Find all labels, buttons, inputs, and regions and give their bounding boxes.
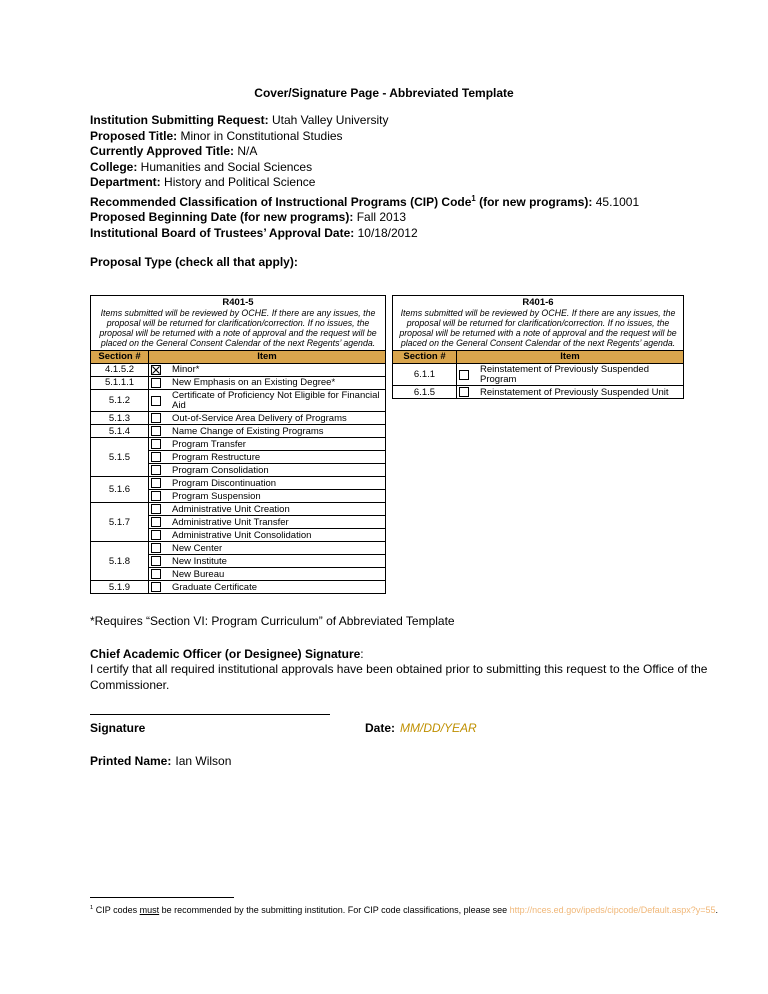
footnote-separator	[90, 897, 234, 898]
checkbox[interactable]	[151, 582, 161, 592]
requires-note: *Requires “Section VI: Program Curriculum” of Abbreviated Template	[90, 614, 455, 629]
section-column-header: Section #	[393, 350, 457, 364]
table-row	[393, 386, 684, 399]
checkbox[interactable]	[151, 426, 161, 436]
item-label: Reinstatement of Previously Suspended Program	[480, 364, 649, 385]
item-label: New Bureau	[172, 568, 225, 580]
item-cell	[149, 529, 386, 542]
page-content	[0, 113, 768, 769]
field-label: Recommended Classification of Instructional Programs (CIP) Code	[90, 194, 472, 209]
footnote-underlined-word: must	[139, 905, 160, 915]
date-label: Date:	[365, 721, 396, 736]
table-note-row	[91, 295, 386, 350]
table-row	[393, 364, 684, 386]
field-line	[90, 226, 741, 242]
table-row	[91, 412, 386, 425]
checkbox[interactable]	[151, 439, 161, 449]
field-label: Institutional Board of Trustees’ Approval Date:	[90, 225, 355, 240]
item-cell	[149, 490, 386, 503]
checkbox[interactable]	[151, 396, 161, 406]
section-number-cell: 5.1.2	[91, 390, 149, 412]
section-column-header: Section #	[91, 350, 149, 364]
date-placeholder: MM/DD/YEAR	[400, 721, 477, 736]
field-value: 45.1001	[592, 194, 640, 209]
item-cell	[149, 477, 386, 490]
field-line	[90, 210, 741, 226]
item-label: Reinstatement of Previously Suspended Unit	[480, 386, 669, 398]
cao-signature-heading	[90, 647, 741, 663]
item-label: Program Restructure	[172, 451, 261, 463]
r401-6-table	[392, 295, 684, 400]
item-cell	[149, 377, 386, 390]
checkbox[interactable]	[151, 569, 161, 579]
checkbox[interactable]	[151, 452, 161, 462]
table-code: R401-5	[222, 296, 254, 308]
item-label: Minor*	[172, 364, 200, 376]
table-note-text: Items submitted will be reviewed by OCHE. If there are any issues, the proposal will be returned for clarification/correction. If no issues, the proposal will be returned with a note of approval and the request will be placed on the General Consent Calendar of the next Regents’ agenda.	[99, 307, 377, 349]
item-cell	[149, 503, 386, 516]
field-label: College:	[90, 159, 138, 174]
item-label: Program Suspension	[172, 490, 261, 502]
footnote-after: .	[715, 905, 719, 915]
item-cell	[149, 581, 386, 594]
item-cell	[149, 438, 386, 451]
checkbox-checked[interactable]	[151, 365, 161, 375]
table-note-cell	[91, 295, 386, 350]
printed-name-row	[90, 754, 741, 770]
item-cell	[149, 516, 386, 529]
section-number-cell: 6.1.5	[393, 386, 457, 399]
checkbox[interactable]	[151, 491, 161, 501]
signature-row	[90, 721, 741, 737]
item-column-header: Item	[149, 350, 386, 364]
field-value: Minor in Constitutional Studies	[177, 128, 343, 143]
table-row	[91, 503, 386, 516]
section-number-cell: 5.1.5	[91, 438, 149, 477]
item-label: Administrative Unit Creation	[172, 503, 290, 515]
checkbox[interactable]	[151, 517, 161, 527]
field-label: Proposed Title:	[90, 128, 178, 143]
field-line	[90, 160, 741, 176]
table-row	[91, 581, 386, 594]
printed-name-label: Printed Name:	[90, 753, 172, 768]
footnote-block	[90, 897, 741, 916]
item-column-header: Item	[457, 350, 684, 364]
field-value: History and Political Science	[160, 175, 316, 189]
page-title: Cover/Signature Page - Abbreviated Template	[254, 86, 514, 100]
field-value: N/A	[234, 144, 258, 158]
cao-signature-heading-colon: :	[360, 646, 364, 661]
checkbox[interactable]	[151, 543, 161, 553]
checkbox[interactable]	[151, 530, 161, 540]
table-row	[91, 390, 386, 412]
certify-statement: I certify that all required institutional approvals have been obtained prior to submitting this request to the Office of the Commissioner.	[90, 662, 708, 692]
item-cell	[149, 451, 386, 464]
item-cell	[149, 555, 386, 568]
field-line	[90, 175, 741, 191]
item-label: Administrative Unit Consolidation	[172, 529, 312, 541]
item-label: Graduate Certificate	[172, 581, 258, 593]
item-cell	[149, 568, 386, 581]
signature-label: Signature	[90, 721, 146, 736]
table-row	[91, 477, 386, 490]
printed-name-value: Ian Wilson	[175, 753, 232, 768]
item-label: Program Consolidation	[172, 464, 269, 476]
item-label: Out-of-Service Area Delivery of Programs	[172, 412, 347, 424]
field-value: Fall 2013	[353, 210, 407, 224]
table-row	[91, 438, 386, 451]
checkbox[interactable]	[151, 504, 161, 514]
item-cell	[149, 364, 386, 377]
section-number-cell: 5.1.4	[91, 425, 149, 438]
item-cell	[149, 542, 386, 555]
footnote-before: CIP codes	[93, 905, 140, 915]
table-row	[91, 542, 386, 555]
footnote-middle: be recommended by the submitting institution. For CIP code classifications, please see	[159, 905, 510, 915]
checkbox[interactable]	[459, 370, 469, 380]
header-fields	[90, 113, 741, 241]
table-note-row	[393, 295, 684, 350]
field-value: Utah Valley University	[268, 113, 389, 127]
field-value: Humanities and Social Sciences	[137, 159, 313, 174]
table-row	[91, 364, 386, 377]
field-label: Currently Approved Title:	[90, 144, 235, 158]
field-line	[90, 113, 741, 129]
item-label: Name Change of Existing Programs	[172, 425, 324, 437]
table-header-row	[393, 350, 684, 364]
item-label: New Institute	[172, 555, 227, 567]
footnote-superscript: 1	[90, 905, 94, 911]
item-label: Administrative Unit Transfer	[172, 516, 289, 528]
item-label: Program Transfer	[172, 438, 246, 450]
footnote-reference: 1	[471, 193, 476, 203]
item-label: Certificate of Proficiency Not Eligible for Financial Aid	[172, 390, 380, 411]
field-label: Institution Submitting Request:	[90, 113, 269, 127]
table-header-row	[91, 350, 386, 364]
field-line	[90, 191, 741, 211]
checkbox[interactable]	[151, 478, 161, 488]
item-label: New Emphasis on an Existing Degree*	[172, 377, 336, 389]
field-line	[90, 144, 741, 160]
item-cell	[149, 390, 386, 412]
table-note-text: Items submitted will be reviewed by OCHE. If there are any issues, the proposal will be returned for clarification/correction. If no issues, the proposal will be returned with a note of approval and the request will be placed on the General Consent Calendar of the next Regents’ agenda.	[399, 307, 677, 349]
section-number-cell: 5.1.7	[91, 503, 149, 542]
field-label: Department:	[90, 175, 161, 189]
section-number-cell: 4.1.5.2	[91, 364, 149, 377]
cip-code-link[interactable]: http://nces.ed.gov/ipeds/cipcode/Default.aspx?y=55	[509, 905, 716, 915]
footnote-text	[90, 903, 741, 916]
item-cell	[149, 412, 386, 425]
item-label: New Center	[172, 542, 223, 554]
field-line	[90, 129, 741, 145]
checkbox[interactable]	[151, 556, 161, 566]
item-cell	[457, 386, 684, 399]
section-number-cell: 6.1.1	[393, 364, 457, 386]
proposal-type-heading: Proposal Type (check all that apply):	[90, 255, 298, 269]
field-value: 10/18/2012	[354, 225, 418, 240]
proposal-tables	[90, 295, 741, 595]
checkbox[interactable]	[459, 387, 469, 397]
checkbox[interactable]	[151, 378, 161, 388]
field-label: (for new programs):	[475, 194, 593, 209]
table-code: R401-6	[522, 296, 554, 308]
x-mark-icon	[152, 366, 160, 374]
table-row	[91, 377, 386, 390]
r401-5-table	[90, 295, 386, 595]
checkbox[interactable]	[151, 413, 161, 423]
table-row	[91, 425, 386, 438]
item-label: Program Discontinuation	[172, 477, 277, 489]
section-number-cell: 5.1.1.1	[91, 377, 149, 390]
field-label: Proposed Beginning Date (for new programs):	[90, 210, 354, 224]
section-number-cell: 5.1.9	[91, 581, 149, 594]
cao-signature-heading-text: Chief Academic Officer (or Designee) Signature	[90, 646, 361, 661]
section-number-cell: 5.1.3	[91, 412, 149, 425]
section-number-cell: 5.1.6	[91, 477, 149, 503]
table-note-cell	[393, 295, 684, 350]
section-number-cell: 5.1.8	[91, 542, 149, 581]
item-cell	[149, 425, 386, 438]
item-cell	[457, 364, 684, 386]
signature-line	[90, 714, 330, 715]
checkbox[interactable]	[151, 465, 161, 475]
item-cell	[149, 464, 386, 477]
